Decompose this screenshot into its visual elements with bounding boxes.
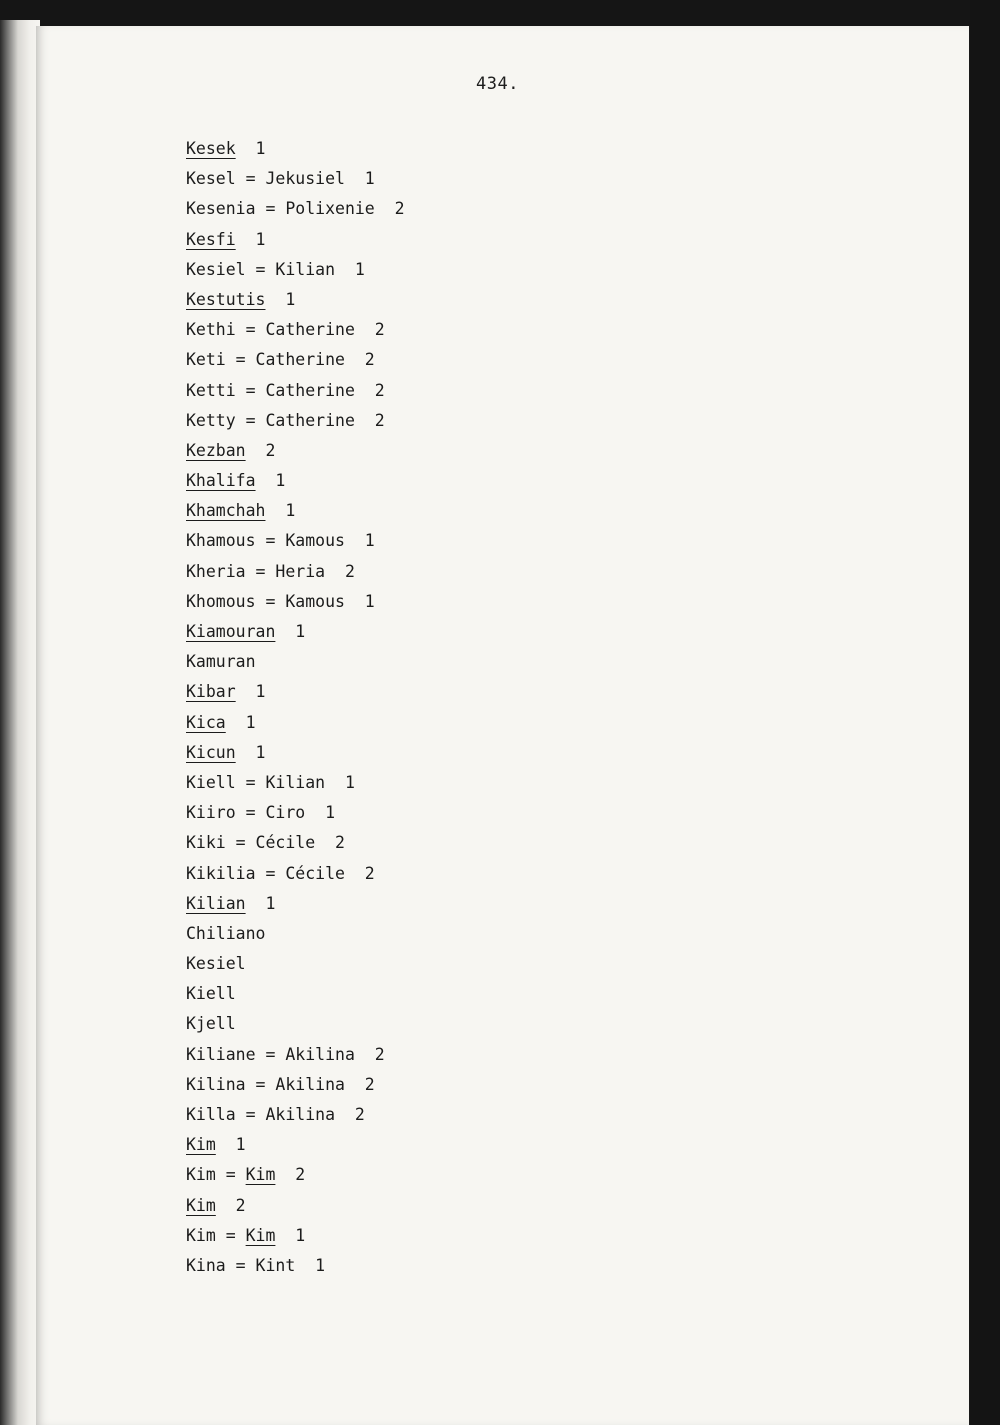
index-entry bbox=[186, 1130, 405, 1160]
underlined-name: Kim bbox=[245, 1165, 276, 1185]
index-entry bbox=[186, 1160, 405, 1190]
entry-text: 1 bbox=[265, 289, 296, 309]
index-entry bbox=[186, 1191, 405, 1221]
index-entry bbox=[186, 315, 405, 345]
index-entry bbox=[186, 496, 405, 526]
page-number: 434. bbox=[476, 74, 519, 94]
index-entry bbox=[186, 617, 405, 647]
entry-text: 2 bbox=[215, 1195, 246, 1215]
underlined-name: Kim bbox=[186, 1195, 216, 1215]
entry-text: Chiliano bbox=[186, 923, 266, 943]
underlined-name: Khamchah bbox=[186, 501, 266, 521]
index-entry bbox=[186, 889, 405, 919]
book-spine-edge bbox=[0, 20, 40, 1425]
entry-text: Kesiel bbox=[186, 954, 246, 974]
entry-text: 1 bbox=[275, 622, 306, 641]
entry-text: Keti = Catherine 2 bbox=[186, 350, 375, 370]
index-entry bbox=[186, 587, 405, 617]
index-entry bbox=[186, 979, 405, 1009]
index-entry bbox=[186, 466, 405, 496]
index-entry bbox=[186, 194, 405, 224]
index-entry bbox=[186, 1009, 405, 1039]
index-entry bbox=[186, 557, 405, 587]
index-entry bbox=[186, 526, 405, 556]
entry-text: Kiliane = Akilina 2 bbox=[186, 1044, 385, 1064]
entry-text: Kheria = Heria 2 bbox=[186, 561, 355, 581]
underlined-name: Kiamouran bbox=[186, 622, 276, 641]
entry-text: Kina = Kint 1 bbox=[186, 1255, 326, 1275]
index-entry bbox=[186, 376, 405, 406]
index-entry bbox=[186, 768, 405, 798]
index-entry bbox=[186, 285, 405, 315]
index-entry bbox=[186, 859, 405, 889]
underlined-name: Kilian bbox=[186, 893, 246, 913]
index-entry bbox=[186, 164, 405, 194]
entry-text: Kiell = Kilian 1 bbox=[186, 772, 355, 792]
underlined-name: Kestutis bbox=[186, 289, 266, 309]
document-page bbox=[36, 26, 969, 1425]
index-entry bbox=[186, 1251, 405, 1281]
entry-text: 2 bbox=[275, 1165, 306, 1185]
entry-text: Kim = bbox=[186, 1225, 246, 1245]
index-entry bbox=[186, 1221, 405, 1251]
entry-text: 1 bbox=[275, 1225, 306, 1245]
entry-text: Ketti = Catherine 2 bbox=[186, 380, 385, 400]
index-entry bbox=[186, 1040, 405, 1070]
index-entry bbox=[186, 406, 405, 436]
underlined-name: Kezban bbox=[186, 440, 246, 460]
entry-text: Kjell bbox=[186, 1014, 236, 1034]
index-entry bbox=[186, 919, 405, 949]
entry-text: Ketty = Catherine 2 bbox=[186, 410, 385, 430]
entry-text: Khamous = Kamous 1 bbox=[186, 531, 375, 551]
entry-text: Kamuran bbox=[186, 652, 256, 672]
entry-text: 1 bbox=[255, 471, 286, 491]
entry-text: Kiiro = Ciro 1 bbox=[186, 803, 336, 823]
index-entry bbox=[186, 225, 405, 255]
scan-right-border bbox=[970, 0, 1000, 1425]
entry-text: 1 bbox=[245, 893, 276, 913]
entry-text: Kiki = Cécile 2 bbox=[186, 833, 345, 853]
index-entry bbox=[186, 738, 405, 768]
index-entry bbox=[186, 1070, 405, 1100]
entry-text: Kethi = Catherine 2 bbox=[186, 320, 385, 340]
entry-text: Kesenia = Polixenie 2 bbox=[186, 199, 405, 219]
entry-text: 1 bbox=[235, 682, 266, 702]
index-entry bbox=[186, 647, 405, 677]
name-index-list bbox=[186, 134, 405, 1281]
underlined-name: Kesek bbox=[186, 139, 236, 158]
underlined-name: Kica bbox=[186, 712, 226, 732]
index-entry bbox=[186, 1100, 405, 1130]
index-entry bbox=[186, 798, 405, 828]
entry-text: Kim = bbox=[186, 1165, 246, 1185]
index-entry bbox=[186, 677, 405, 707]
entry-text: 1 bbox=[225, 712, 256, 732]
underlined-name: Kibar bbox=[186, 682, 236, 702]
index-entry bbox=[186, 134, 405, 164]
underlined-name: Kicun bbox=[186, 742, 236, 762]
entry-text: 1 bbox=[265, 501, 296, 521]
entry-text: Kilina = Akilina 2 bbox=[186, 1074, 375, 1094]
underlined-name: Khalifa bbox=[186, 471, 256, 491]
entry-text: 2 bbox=[245, 440, 276, 460]
entry-text: 1 bbox=[215, 1135, 246, 1155]
index-entry bbox=[186, 949, 405, 979]
index-entry bbox=[186, 345, 405, 375]
underlined-name: Kim bbox=[186, 1135, 216, 1155]
underlined-name: Kesfi bbox=[186, 229, 236, 249]
index-entry bbox=[186, 828, 405, 858]
entry-text: Kikilia = Cécile 2 bbox=[186, 863, 375, 883]
index-entry bbox=[186, 436, 405, 466]
entry-text: 1 bbox=[235, 229, 266, 249]
entry-text: Khomous = Kamous 1 bbox=[186, 591, 375, 611]
scan-top-border bbox=[0, 0, 1000, 26]
entry-text: Killa = Akilina 2 bbox=[186, 1105, 365, 1124]
underlined-name: Kim bbox=[245, 1225, 276, 1245]
index-entry bbox=[186, 255, 405, 285]
entry-text: Kiell bbox=[186, 984, 236, 1004]
entry-text: 1 bbox=[235, 742, 266, 762]
entry-text: Kesiel = Kilian 1 bbox=[186, 259, 365, 279]
entry-text: Kesel = Jekusiel 1 bbox=[186, 169, 375, 189]
index-entry bbox=[186, 708, 405, 738]
entry-text: 1 bbox=[235, 139, 266, 158]
